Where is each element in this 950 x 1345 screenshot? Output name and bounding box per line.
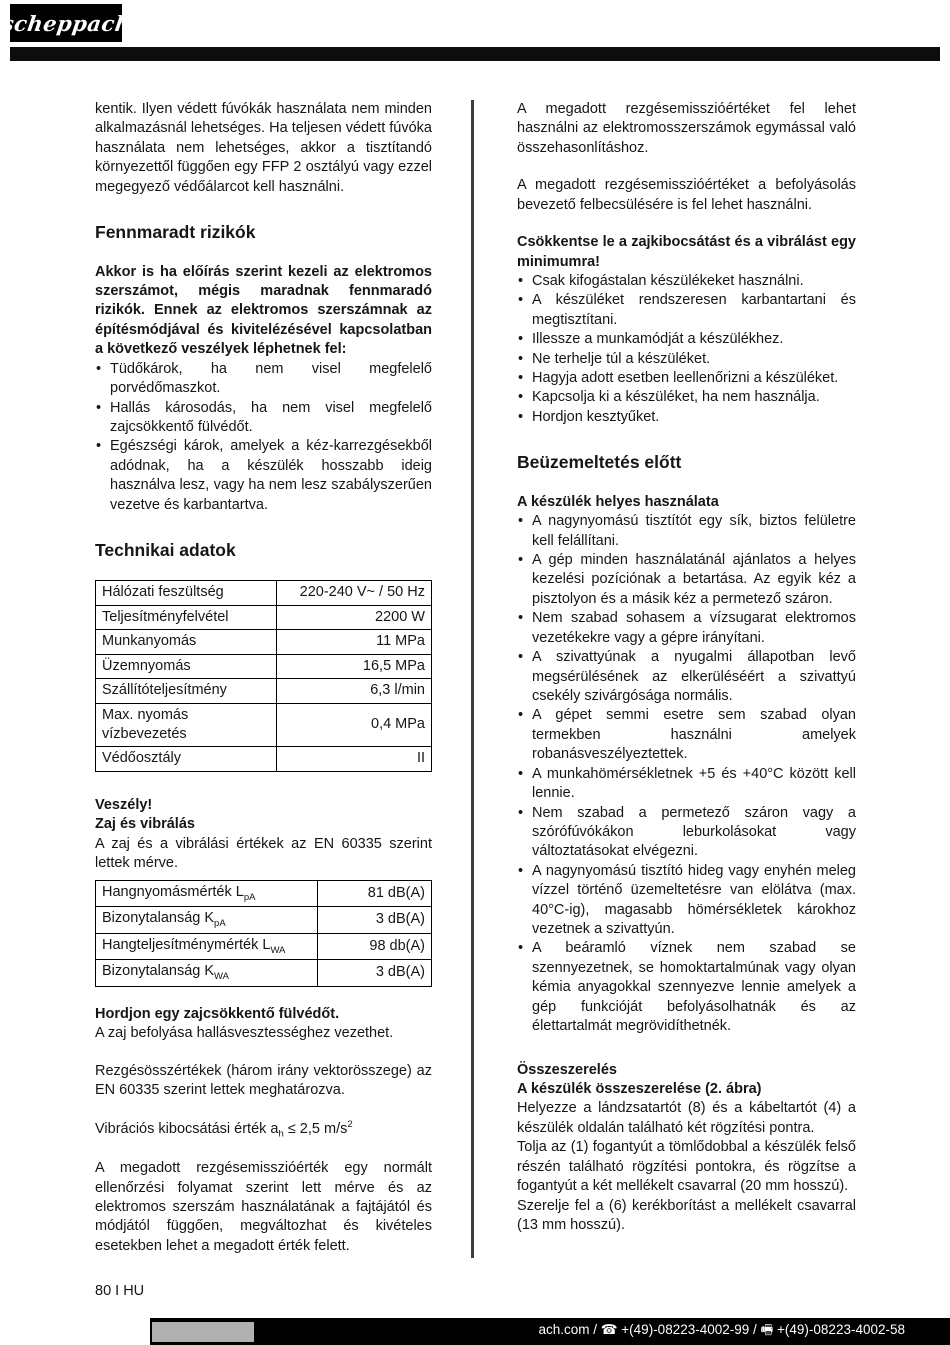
correct-use-list	[517, 512, 856, 1036]
footer-phone: +(49)-08223-4002-99 /	[617, 1322, 761, 1337]
table-row	[96, 703, 432, 747]
footer-bar	[150, 1318, 950, 1345]
table-cell-value: 3 dB(A)	[317, 960, 431, 987]
paragraph-residual-lead: Akkor is ha előírás szerint kezeli az elektromos szerszámot, mégis maradnak fennmaradó rizikók. Ennek az elektromos szerszámnak az építésmódjával és kivitelézésével kapcsolatban a következő veszélyek léphetnek fel:	[95, 263, 432, 358]
heading-residual-risks: Fennmaradt rizikók	[95, 222, 256, 243]
list-item: • A munkahömérsékletnek +5 és +40°C között kell lennie.	[517, 765, 856, 804]
heading-technical-data: Technikai adatok	[95, 540, 236, 561]
residual-risk-list	[95, 360, 432, 515]
logo-text: scheppach	[0, 10, 133, 36]
list-item: • Nem szabad a permetező száron vagy a szórófúvókákon leburkolásokat vagy változtatásokat elvégezni.	[517, 804, 856, 862]
list-item: • A nagynyomású tisztítót egy sík, biztos felületre kell felállítani.	[517, 512, 856, 551]
page-number: 80 I HU	[95, 1283, 145, 1299]
table-cell-label: Hangnyomásmérték $L_{pA}$	[96, 880, 318, 907]
list-item: • A szivattyúnak a nyugalmi állapotban levő megsérülésének az elkerüléséért a szivattyú csekély szivárgósága normális.	[517, 648, 856, 706]
table-row	[96, 960, 432, 987]
paragraph-wear-protection: Hordjon egy zajcsökkentő fülvédőt.	[95, 1005, 340, 1022]
table-cell-value: II	[277, 747, 432, 771]
phone-icon: ☎	[600, 1322, 618, 1337]
table-cell-value: 16,5 MPa	[277, 654, 432, 678]
table-cell-label: Bizonytalanság $K_{pA}$	[96, 907, 318, 934]
paragraph-assembly-3: Szerelje fel a (6) kerékborítást a mellékelt csavarral (13 mm hosszú).	[517, 1197, 856, 1233]
table-row	[96, 581, 432, 605]
table-row	[96, 880, 432, 907]
fax-icon: 🖷	[760, 1322, 774, 1337]
list-item: • Hordjon kesztyűket.	[517, 408, 856, 427]
footer-gray-box	[152, 1322, 254, 1342]
list-item: • Nem szabad sohasem a vízsugarat elektromos vezetékekre vagy a gépre irányítani.	[517, 609, 856, 648]
list-item: • Kapcsolja ki a készüléket, ha nem használja.	[517, 388, 856, 407]
table-cell-value: 98 db(A)	[317, 933, 431, 960]
table-row	[96, 679, 432, 703]
table-cell-label: Szállítóteljesítmény	[96, 679, 277, 703]
table-cell-label: Üzemnyomás	[96, 654, 277, 678]
paragraph-assembly-1: Helyezze a lándzsatartót (8) és a kábeltartót (4) a készülék oldalán található két rögzítési pontra.	[517, 1100, 856, 1136]
list-item: • Egészségi károk, amelyek a kéz-karrezgésekből adódnak, ha a készülék hosszabb ideig használva lesz, vagy ha nem lesz szabályszerűen vezetve és karbantartva.	[95, 437, 432, 515]
paragraph-vibration-total: Rezgésösszértékek (három irány vektorösszege) az EN 60335 szerint lettek meghatározva.	[95, 1062, 432, 1099]
heading-before-commissioning: Beüzemeltetés előtt	[517, 452, 682, 473]
noise-values-table	[95, 880, 432, 987]
list-item: • A készüléket rendszeresen karbantartani és megtisztítani.	[517, 291, 856, 330]
table-row	[96, 630, 432, 654]
column-divider	[471, 100, 474, 1258]
table-row	[96, 605, 432, 629]
scheppach-logo	[0, 4, 133, 42]
paragraph-intro: kentik. Ilyen védett fúvókák használata nem minden alkalmazásnál lehetséges. Ha teljesen védett fúvóka használata nem lehetséges, akkor a tisztítandó környezettől függően egy FFP 2 osztályú vagy ezzel megegyező védőálarcot kell használni.	[95, 101, 432, 195]
table-row	[96, 907, 432, 934]
list-item: • A beáramló víznek nem szabad se szennyezetnek, se homoktartalmúnak vagy olyan kémia anyagokkal szennyezve lennie amelyek a gép funkcióját befolyásolhatnák és az élettartalmát megrövidíthetnék.	[517, 939, 856, 1036]
table-cell-value: 0,4 MPa	[277, 703, 432, 747]
table-cell-label: Hálózati feszültség	[96, 581, 277, 605]
list-item: • A gépet semmi esetre sem szabad olyan termekben használni amelyek robanásveszélyeztettek.	[517, 706, 856, 764]
table-cell-label: Max. nyomás vízbevezetés	[96, 703, 277, 747]
table-row	[96, 747, 432, 771]
table-cell-label: Védőosztály	[96, 747, 277, 771]
reduce-noise-list	[517, 272, 856, 427]
paragraph-noise-intro: A zaj és a vibrálási értékek az EN 60335 szerint lettek mérve.	[95, 835, 432, 872]
right-column	[517, 100, 856, 1235]
table-cell-label: Teljesítményfelvétel	[96, 605, 277, 629]
noise-subheading: Zaj és vibrálás	[95, 816, 195, 833]
table-cell-value: 2200 W	[277, 605, 432, 629]
list-item: • Hallás károsodás, ha nem visel megfelelő zajcsökkentő fülvédőt.	[95, 399, 432, 438]
list-item: • A nagynyomású tisztító hideg vagy enyhén meleg vízzel történő üzemeltetésre van elölátva (max. 40°C-ig), magasabb hömérsékletek károkhoz vezetnek a szivattyún.	[517, 862, 856, 940]
paragraph-comparison: A megadott rezgésemisszióértéket fel lehet használni az elektromosszerszámok egymással való összehasonlításhoz.	[517, 101, 856, 156]
paragraph-vibration-note: A megadott rezgésemisszióérték egy normált ellenőrzési folyamat szerint lett mérve és az elektromos szerszám használatának a fajtájától és módjától függően, megváltozhat és kivételes esetekben lehet a megadott érték felett.	[95, 1160, 432, 1254]
vibration-emission-value: Vibrációs kibocsátási érték $a_h \le 2,5$ $m/s^2$	[95, 1118, 353, 1140]
list-item: • Illessze a munkamódját a készülékhez.	[517, 330, 856, 349]
heading-assembly: Összeszerelés	[517, 1061, 617, 1078]
paragraph-reduce-lead: Csökkentse le a zajkibocsátást és a vibrálást egy minimumra!	[517, 234, 856, 270]
footer-contact	[538, 1320, 950, 1343]
subheading-assembly: A készülék összeszerelése (2. ábra)	[517, 1081, 762, 1097]
header-rule	[10, 47, 940, 61]
table-cell-label: Munkanyomás	[96, 630, 277, 654]
list-item: • Tüdőkárok, ha nem visel megfelelő porvédőmaszkot.	[95, 360, 432, 399]
table-row	[96, 933, 432, 960]
table-cell-value: 81 dB(A)	[317, 880, 431, 907]
left-column	[95, 100, 432, 1256]
paragraph-assembly-2: Tolja az (1) fogantyút a tömlődobbal a készülék felső részén található rögzítési pontokra, és rögzítse a fogantyút a két mellékelt csavarral (20 mm hosszú).	[517, 1139, 856, 1195]
table-cell-label: Bizonytalanság $K_{WA}$	[96, 960, 318, 987]
table-cell-label: Hangteljesítménymérték $L_{WA}$	[96, 933, 318, 960]
table-cell-value: 11 MPa	[277, 630, 432, 654]
list-item: • Csak kifogástalan készülékeket használni.	[517, 272, 856, 291]
table-row	[96, 654, 432, 678]
paragraph-estimation: A megadott rezgésemisszióértéket a befolyásolás bevezető felbecsülésére is fel lehet használni.	[517, 177, 856, 213]
footer-fax: +(49)-08223-4002-58	[773, 1322, 905, 1337]
technical-data-table	[95, 580, 432, 771]
subheading-correct-use: A készülék helyes használata	[517, 493, 719, 510]
table-cell-value: 220-240 V~ / 50 Hz	[277, 581, 432, 605]
danger-label: Veszély!	[95, 796, 153, 813]
footer-url: ach.com /	[538, 1322, 601, 1337]
list-item: • Hagyja adott esetben leellenőrizni a készüléket.	[517, 369, 856, 388]
list-item: • A gép minden használatánál ajánlatos a helyes kezelési pozíciónak a betartása. Az egyik kéz a pisztolyon és a másik kéz a permetező száron.	[517, 551, 856, 609]
table-cell-value: 6,3 l/min	[277, 679, 432, 703]
list-item: • Ne terhelje túl a készüléket.	[517, 350, 856, 369]
table-cell-value: 3 dB(A)	[317, 907, 431, 934]
paragraph-noise-effect: A zaj befolyása hallásvesztességhez vezethet.	[95, 1025, 394, 1042]
